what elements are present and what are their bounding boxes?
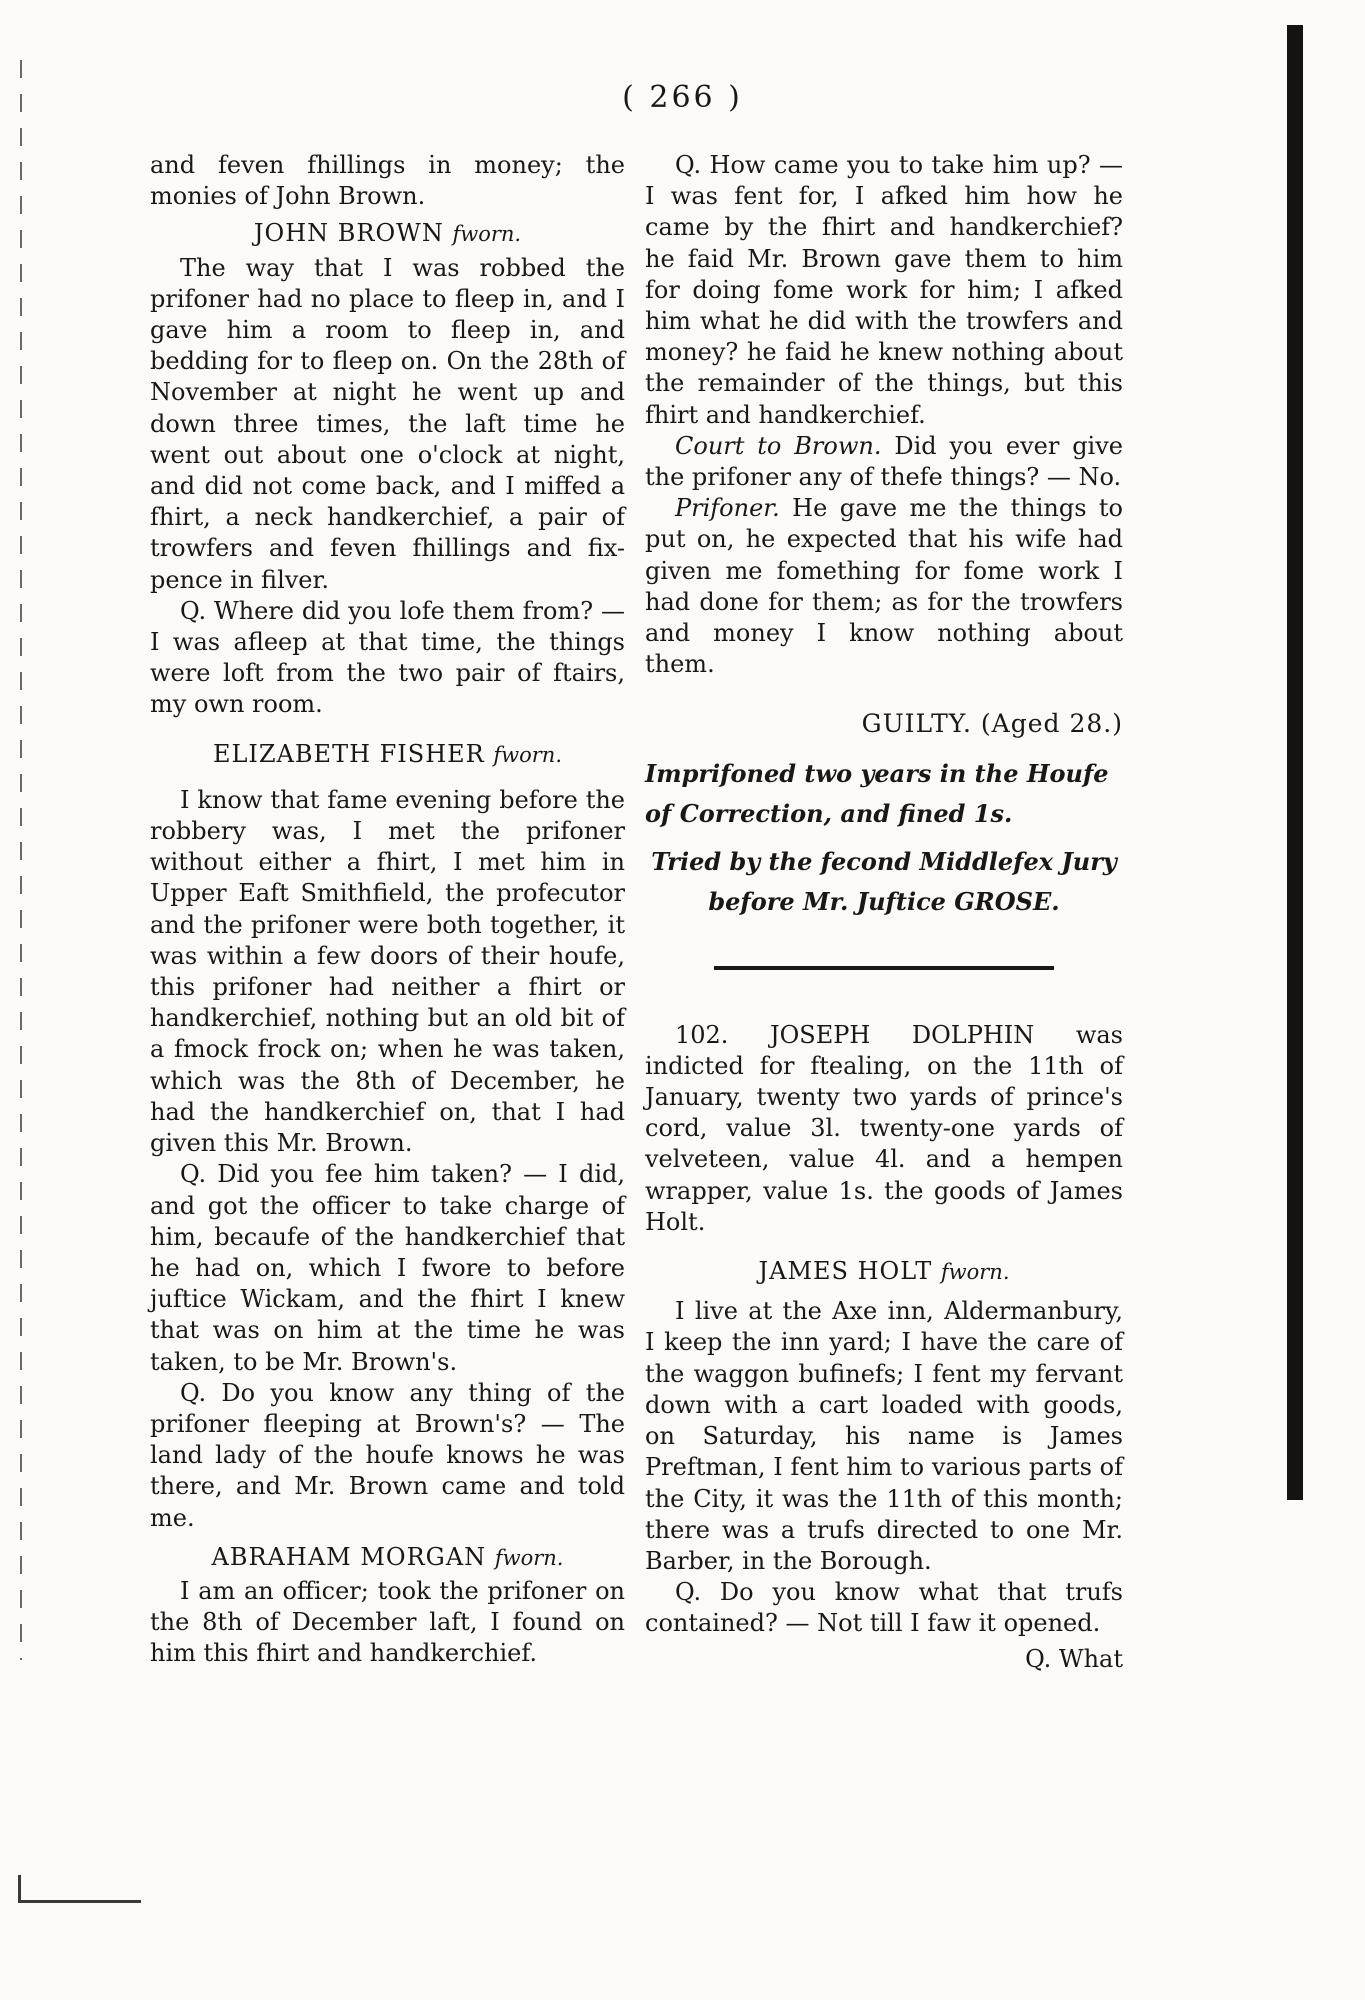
verdict: GUILTY. (Aged 28.) (861, 709, 1123, 739)
page-edge-marks (20, 60, 22, 1660)
section-divider (714, 966, 1054, 970)
case-indictment: 102. JOSEPH DOLPHIN was indicted for ftealing, on the 11th of January, twenty two yards of prince's cord, value 3l. twenty-one yards of velveteen, value 4l. and a hempen wrapper, value 1s. the goods of James Holt. (645, 1020, 1123, 1236)
sworn-label: fworn. (940, 1260, 1010, 1285)
question-answer: Q. Did you fee him taken? — I did, and got the officer to take charge of him, becaufe of the handkerchief that he had on, which I fwore to before juftice Wickam, and the fhirt I knew that was on him at the time he was taken, to be Mr. Brown's. (150, 1160, 625, 1376)
tried-before: Tried by the fecond Middlefex Jury before Mr. Juftice GROSE. (651, 846, 1117, 916)
sworn-label: fworn. (494, 1545, 564, 1570)
paragraph: and feven fhillings in money; the monies of John Brown. (150, 151, 625, 211)
speaker-label: Court to Brown. (675, 431, 882, 460)
question-answer: Q. Where did you lofe them from? — I was afleep at that time, the things were loft from the two pair of ftairs, my own room. (150, 596, 625, 719)
witness-name: ELIZABETH FISHER (212, 739, 485, 768)
page-corner-mark (18, 1875, 141, 1903)
prisoner-statement (645, 493, 1123, 680)
right-column (645, 150, 1123, 1675)
question-answer: Q. Do you know what that trufs contained? — Not till I faw it opened. (645, 1578, 1123, 1638)
witness-name: JOHN BROWN (253, 219, 444, 248)
witness-heading (150, 739, 625, 771)
left-column (150, 150, 625, 1670)
sworn-label: fworn. (452, 222, 522, 247)
question-answer: Q. How came you to take him up? — I was fent for, I afked him how he came by the fhirt and handkerchief? he faid Mr. Brown gave them to him for doing fome work for him; I afked him what he did with the trowfers and money? he faid he knew nothing about the remainder of the things, but this fhirt and handkerchief. (645, 151, 1123, 429)
testimony: I live at the Axe inn, Aldermanbury, I keep the inn yard; I have the care of the waggon bufinefs; I fent my fervant down with a cart loaded with goods, on Saturday, his name is James Preftman, I fent him to various parts of the City, it was the 11th of this month; there was a trufs directed to one Mr. Barber, in the Borough. (645, 1297, 1123, 1575)
testimony: I am an officer; took the prifoner on the 8th of December laft, I found on him this fhirt and handkerchief. (150, 1576, 625, 1668)
witness-heading (150, 218, 625, 250)
testimony: The way that I was robbed the prifoner had no place to fleep in, and I gave him a room to fleep in, and bedding for to fleep on. On the 28th of November at night he went up and down three times, the laft time he went out about one o'clock at night, and did not come back, and I miffed a fhirt, a neck handkerchief, a pair of trowfers and feven fhillings and fix-pence in filver. (150, 253, 625, 594)
speaker-text: Did you ever give the prifoner any of thefe things? — No. (645, 431, 1123, 492)
catchword: Q. What (1025, 1644, 1123, 1673)
book-spine-shadow (1287, 25, 1303, 1500)
page-number: ( 266 ) (622, 80, 743, 115)
testimony: I know that fame evening before the robbery was, I met the prifoner without either a fhirt, I met him in Upper Eaft Smithfield, the profecutor and the prifoner were both together, it was within a few doors of their houfe, this prifoner had neither a fhirt or handkerchief, nothing but an old bit of a fmock frock on; when he was taken, which was the 8th of December, he had the handkerchief on, that I had given this Mr. Brown. (150, 785, 625, 1158)
witness-name: JAMES HOLT (758, 1257, 933, 1286)
sentence: Imprifoned two years in the Houfe of Correction, and fined 1s. (645, 758, 1109, 828)
speaker-label: Prifoner. (675, 494, 780, 523)
witness-heading (150, 1542, 625, 1574)
court-question (645, 431, 1123, 493)
question-answer: Q. Do you know any thing of the prifoner fleeping at Brown's? — The land lady of the houfe knows he was there, and Mr. Brown came and told me. (150, 1378, 625, 1532)
witness-heading (645, 1256, 1123, 1288)
speaker-text: He gave me the things to put on, he expected that his wife had given me fomething for fome work I had done for them; as for the trowfers and money I know nothing about them. (645, 494, 1123, 679)
witness-name: ABRAHAM MORGAN (211, 1542, 487, 1571)
sworn-label: fworn. (493, 742, 563, 767)
